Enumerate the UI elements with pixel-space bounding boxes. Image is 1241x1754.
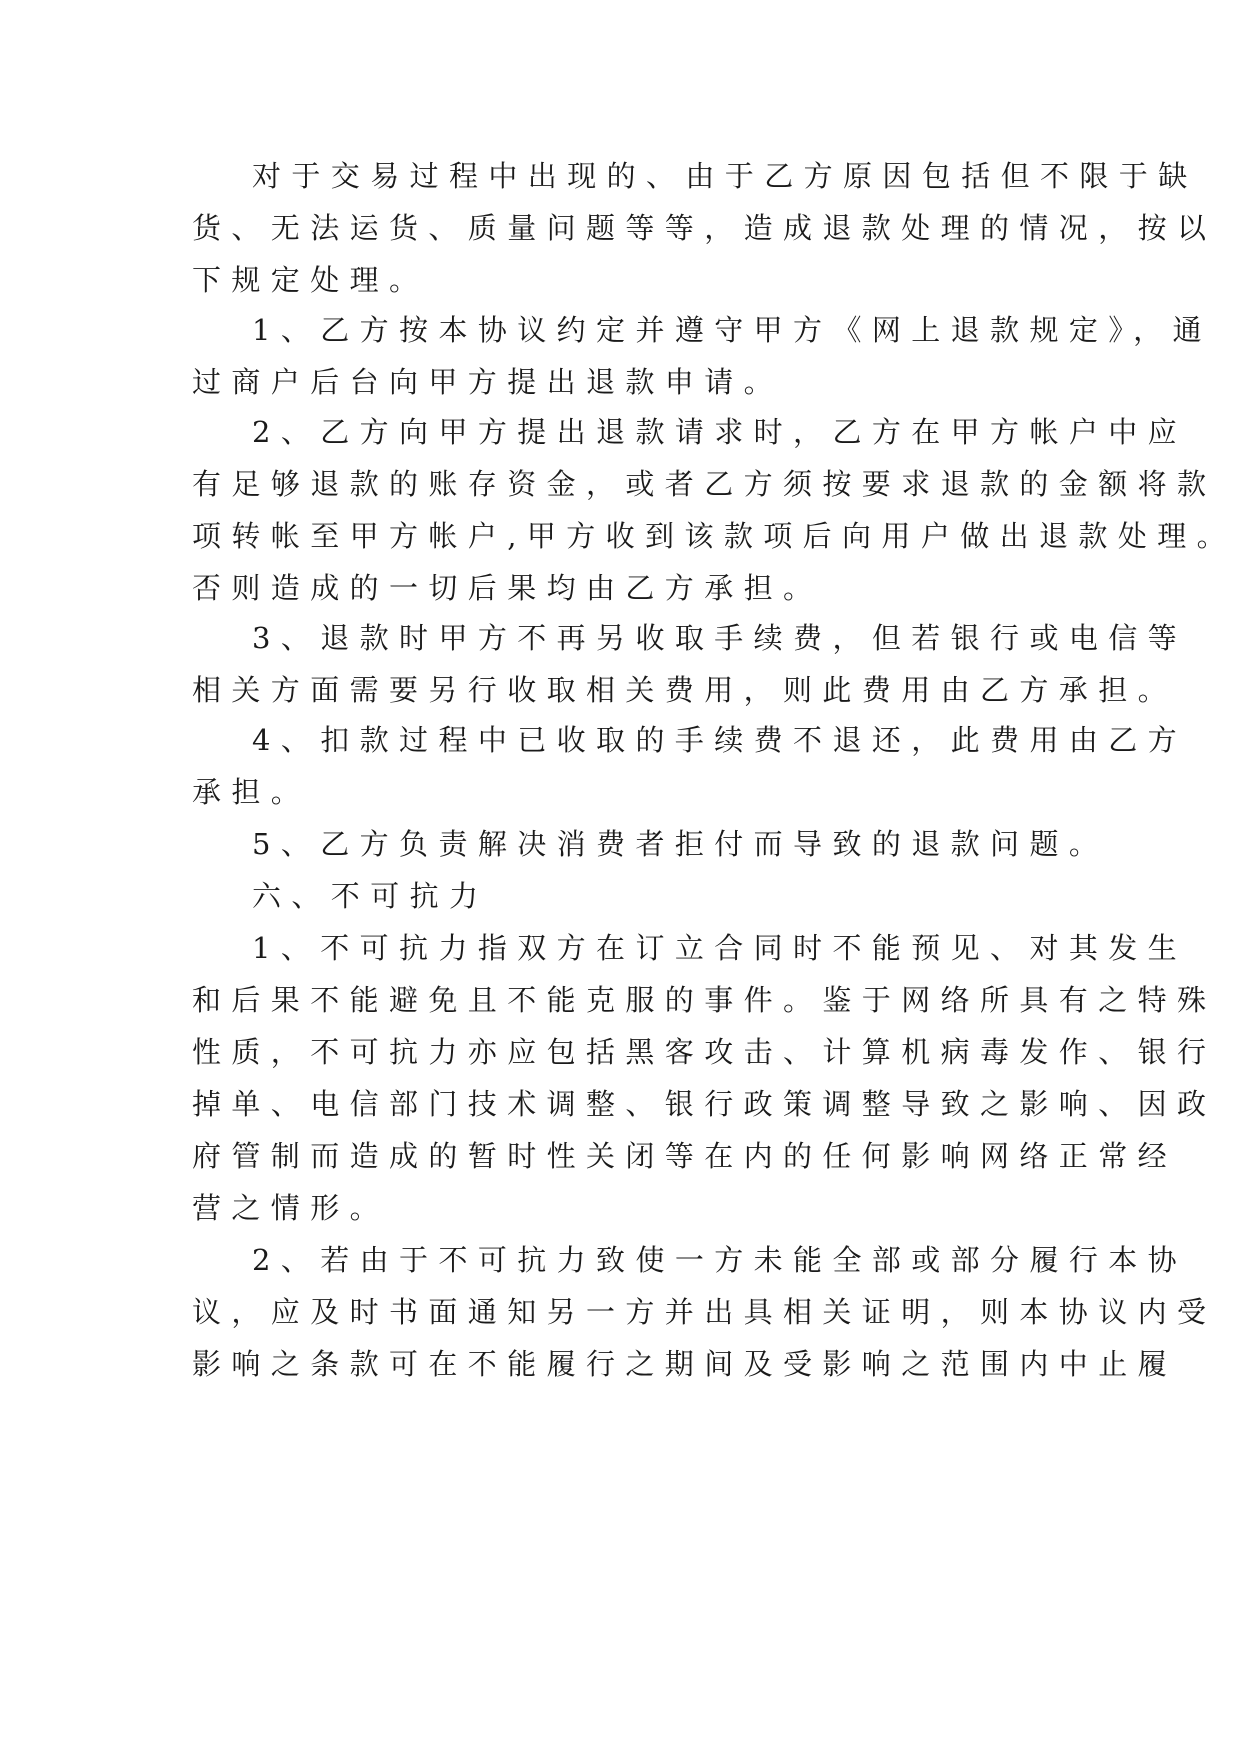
paragraph-refund-item-1-line-1: 1、乙方按本协议约定并遵守甲方《网上退款规定》，通 [252,313,1212,347]
paragraph-refund-item-2-line-4: 否则造成的一切后果均由乙方承担。 [192,571,823,605]
paragraph-refund-item-2-line-3: 项转帐至甲方帐户,甲方收到该款项后向用户做出退款处理。 [192,519,1237,553]
paragraph-force-majeure-item-1-line-1: 1、不可抗力指双方在订立合同时不能预见、对其发生 [252,931,1188,965]
paragraph-force-majeure-item-1-line-6: 营之情形。 [192,1191,390,1225]
paragraph-refund-item-4-line-2: 承担。 [192,775,311,809]
paragraph-refund-intro-line-3: 下规定处理。 [192,263,429,297]
paragraph-refund-item-1-line-2: 过商户后台向甲方提出退款申请。 [192,365,784,399]
section-heading-force-majeure: 六、不可抗力 [252,879,489,913]
paragraph-refund-item-5-line-1: 5、乙方负责解决消费者拒付而导致的退款问题。 [252,827,1109,861]
paragraph-force-majeure-item-2-line-1: 2、若由于不可抗力致使一方未能全部或部分履行本协 [252,1243,1188,1277]
paragraph-force-majeure-item-2-line-2: 议，应及时书面通知另一方并出具相关证明，则本协议内受 [192,1295,1217,1329]
paragraph-refund-intro-line-2: 货、无法运货、质量问题等等，造成退款处理的情况，按以 [192,211,1217,245]
paragraph-refund-item-2-line-2: 有足够退款的账存资金，或者乙方须按要求退款的金额将款 [192,467,1217,501]
paragraph-force-majeure-item-1-line-2: 和后果不能避免且不能克服的事件。鉴于网络所具有之特殊 [192,983,1217,1017]
paragraph-refund-item-4-line-1: 4、扣款过程中已收取的手续费不退还，此费用由乙方 [252,723,1188,757]
paragraph-force-majeure-item-2-line-3: 影响之条款可在不能履行之期间及受影响之范围内中止履 [192,1347,1178,1381]
paragraph-refund-intro-line-1: 对于交易过程中出现的、由于乙方原因包括但不限于缺 [252,159,1198,193]
paragraph-refund-item-3-line-2: 相关方面需要另行收取相关费用，则此费用由乙方承担。 [192,673,1178,707]
paragraph-refund-item-2-line-1: 2、乙方向甲方提出退款请求时，乙方在甲方帐户中应 [252,415,1188,449]
paragraph-force-majeure-item-1-line-5: 府管制而造成的暂时性关闭等在内的任何影响网络正常经 [192,1139,1178,1173]
paragraph-force-majeure-item-1-line-4: 掉单、电信部门技术调整、银行政策调整导致之影响、因政 [192,1087,1217,1121]
paragraph-refund-item-3-line-1: 3、退款时甲方不再另收取手续费，但若银行或电信等 [252,621,1188,655]
paragraph-force-majeure-item-1-line-3: 性质，不可抗力亦应包括黑客攻击、计算机病毒发作、银行 [192,1035,1217,1069]
